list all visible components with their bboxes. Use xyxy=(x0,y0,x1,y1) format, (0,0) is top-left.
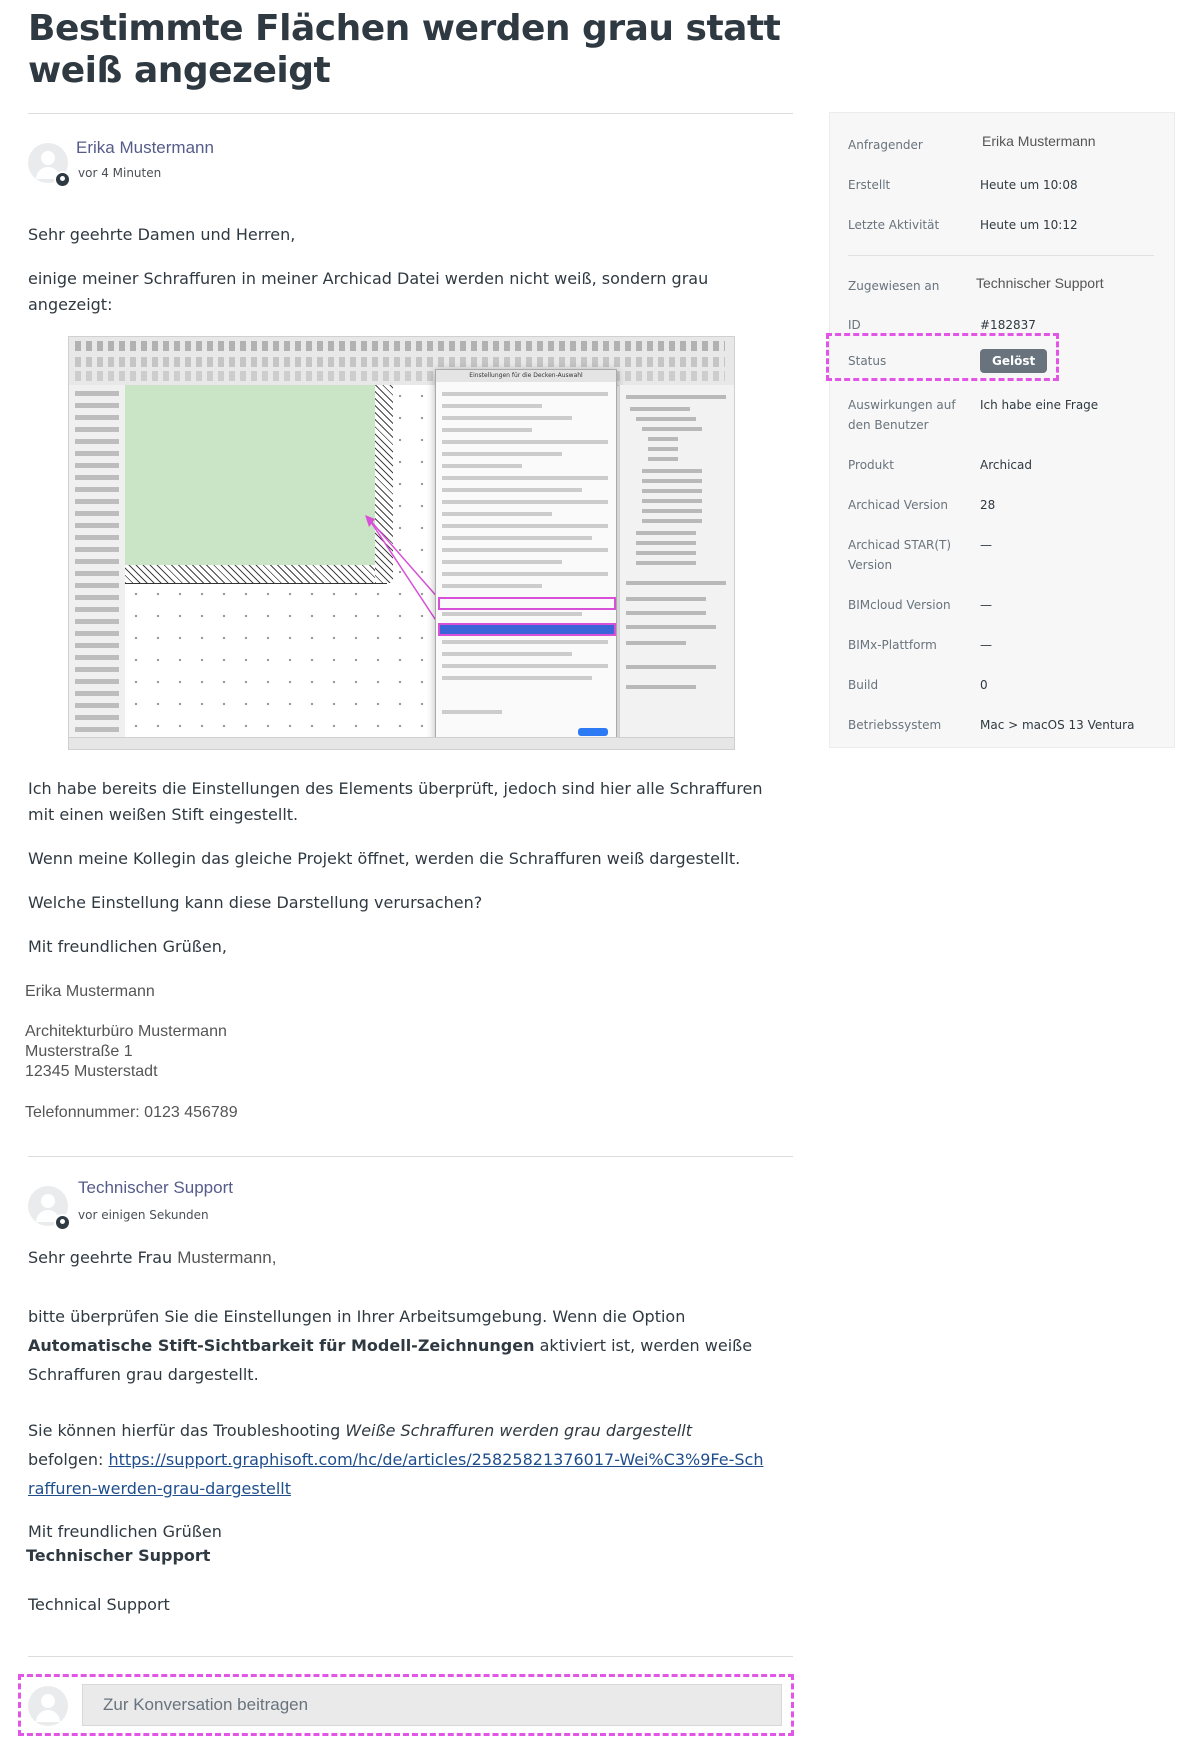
id-label: ID xyxy=(848,318,861,332)
greeting-name: Mustermann, xyxy=(177,1248,277,1267)
avatar xyxy=(28,1186,68,1226)
product-value: Archicad xyxy=(980,458,1032,472)
build-label: Build xyxy=(848,678,879,692)
signature-name: Erika Mustermann xyxy=(25,983,155,1000)
star-value: — xyxy=(980,538,992,552)
attached-screenshot[interactable] xyxy=(68,336,735,750)
comment-paragraph: Wenn meine Kollegin das gleiche Projekt öffnet, werden die Schraffuren weiß dargestellt. xyxy=(28,849,741,868)
assigned-value: Technischer Support xyxy=(976,275,1104,291)
status-badge: Gelöst xyxy=(980,349,1047,373)
comment-greeting: Sehr geehrte Damen und Herren, xyxy=(28,225,296,244)
avatar xyxy=(28,143,68,183)
created-label: Erstellt xyxy=(848,178,891,192)
activity-label: Letzte Aktivität xyxy=(848,218,940,232)
support-closing: Mit freundlichen Grüßen xyxy=(28,1522,222,1541)
id-value: #182837 xyxy=(980,318,1036,332)
support-team: Technical Support xyxy=(28,1595,170,1614)
comment-author[interactable]: Erika Mustermann xyxy=(76,138,214,157)
article-title: Weiße Schraffuren werden grau dargestellt xyxy=(345,1421,692,1440)
text-span: Sie können hierfür das Troubleshooting xyxy=(28,1421,341,1440)
highlight-frame xyxy=(18,1674,794,1736)
article-link[interactable]: https://support.graphisoft.com/hc/de/articles/25825821376017-Wei%C3%9Fe-Schraffuren-werden-grau-dargestellt xyxy=(28,1450,764,1498)
bimx-value: — xyxy=(980,638,992,652)
star-label: Archicad STAR(T) Version xyxy=(848,538,952,572)
screenshot-settings-dialog xyxy=(435,369,617,743)
bimx-label: BIMx-Plattform xyxy=(848,638,937,652)
comment-question: Welche Einstellung kann diese Darstellung verursachen? xyxy=(28,893,483,912)
divider xyxy=(28,1156,793,1157)
comment-intro: einige meiner Schraffuren in meiner Archicad Datei werden nicht weiß, sondern grau angezeigt: xyxy=(28,269,709,314)
signature-phone: Telefonnummer: 0123 456789 xyxy=(25,1104,238,1121)
created-value: Heute um 10:08 xyxy=(980,178,1078,192)
comment-closing: Mit freundlichen Grüßen, xyxy=(28,937,227,956)
os-value: Mac > macOS 13 Ventura xyxy=(980,718,1135,732)
greeting-prefix: Sehr geehrte Frau xyxy=(28,1248,173,1267)
dialog-title: Einstellungen für die Decken-Auswahl xyxy=(436,370,616,382)
sidebar-divider xyxy=(848,255,1154,256)
assigned-label: Zugewiesen an xyxy=(848,279,940,293)
support-paragraph xyxy=(28,1416,768,1503)
text-span: befolgen: xyxy=(28,1450,104,1469)
support-paragraph xyxy=(28,1302,768,1389)
version-value: 28 xyxy=(980,498,996,512)
divider xyxy=(28,1656,793,1657)
highlight-frame xyxy=(826,333,1059,381)
impact-value: Ich habe eine Frage xyxy=(980,398,1099,412)
user-badge-icon xyxy=(54,1214,71,1231)
dialog-ok-button xyxy=(578,728,608,736)
user-badge-icon xyxy=(54,171,71,188)
screenshot-statusbar xyxy=(69,737,734,750)
comment-paragraph: Ich habe bereits die Einstellungen des Elements überprüft, jedoch sind hier alle Schraffuren mit einen weißen Stift eingestellt. xyxy=(28,779,763,824)
support-signature: Technischer Support xyxy=(26,1546,211,1565)
status-label: Status xyxy=(848,354,887,368)
signature-street: Musterstraße 1 xyxy=(25,1043,133,1060)
signature-city: 12345 Musterstadt xyxy=(25,1063,158,1080)
build-value: 0 xyxy=(980,678,988,692)
comment-time: vor 4 Minuten xyxy=(78,166,162,180)
requester-value[interactable]: Erika Mustermann xyxy=(982,133,1096,149)
divider xyxy=(28,113,793,114)
product-label: Produkt xyxy=(848,458,894,472)
support-greeting xyxy=(28,1245,768,1271)
page-title: Bestimmte Flächen werden grau statt weiß angezeigt xyxy=(28,8,781,91)
bimcloud-value: — xyxy=(980,598,992,612)
text-span: aktiviert ist, werden weiße Schraffuren grau dargestellt. xyxy=(28,1336,753,1384)
option-name: Automatische Stift-Sichtbarkeit für Modell-Zeichnungen xyxy=(28,1336,535,1355)
comment-time: vor einigen Sekunden xyxy=(78,1208,209,1222)
text-span: bitte überprüfen Sie die Einstellungen in Ihrer Arbeitsumgebung. Wenn die Option xyxy=(28,1307,686,1326)
bimcloud-label: BIMcloud Version xyxy=(848,598,951,612)
impact-label: Auswirkungen auf den Benutzer xyxy=(848,398,956,432)
screenshot-navigator xyxy=(619,385,735,737)
ticket-details-sidebar xyxy=(829,112,1175,748)
os-label: Betriebssystem xyxy=(848,718,942,732)
activity-value: Heute um 10:12 xyxy=(980,218,1078,232)
comment-author[interactable]: Technischer Support xyxy=(78,1178,233,1197)
requester-label: Anfragender xyxy=(848,138,923,152)
version-label: Archicad Version xyxy=(848,498,948,512)
signature-company: Architekturbüro Mustermann xyxy=(25,1023,227,1040)
reply-input[interactable]: Zur Konversation beitragen xyxy=(82,1684,782,1726)
